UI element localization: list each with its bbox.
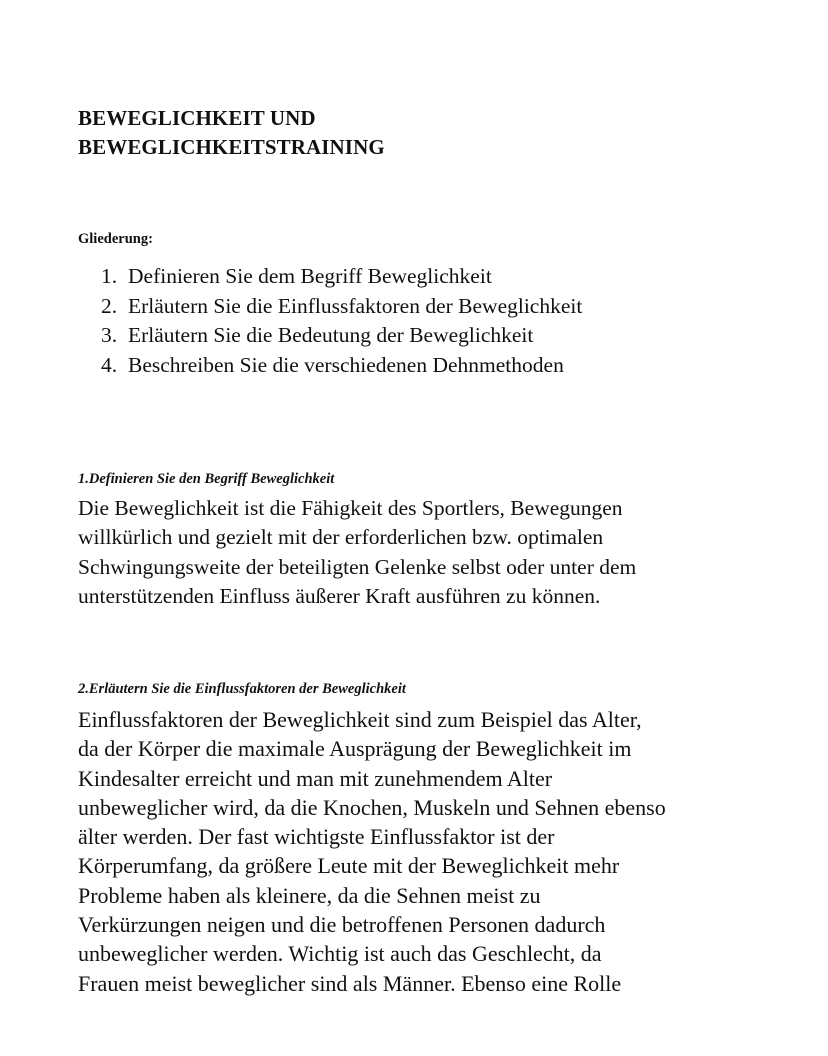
outline-item-number: 4. bbox=[101, 352, 118, 377]
outline-label: Gliederung: bbox=[78, 231, 153, 247]
paragraph-line: unterstützenden Einfluss äußerer Kraft ausführen zu können. bbox=[78, 583, 601, 608]
outline-item bbox=[101, 351, 582, 381]
outline-item-text: Erläutern Sie die Einflussfaktoren der Beweglichkeit bbox=[128, 293, 583, 318]
paragraph-line: unbeweglicher werden. Wichtig ist auch das Geschlecht, da bbox=[78, 941, 602, 967]
outline-item-number: 1. bbox=[101, 264, 118, 288]
outline-item-number: 3. bbox=[101, 323, 118, 347]
document-title-line: BEWEGLICHKEITSTRAINING bbox=[78, 135, 385, 159]
paragraph-line: willkürlich und gezielt mit der erforderlichen bzw. optimalen bbox=[78, 525, 604, 550]
outline-item bbox=[101, 321, 582, 351]
paragraph-line: Einflussfaktoren der Beweglichkeit sind zum Beispiel das Alter, bbox=[78, 707, 642, 732]
paragraph-line: Kindesalter erreicht und man mit zunehmendem Alter bbox=[78, 765, 553, 791]
outline-item bbox=[101, 292, 583, 322]
section-1-heading: 1.Definieren Sie den Begriff Beweglichkeit bbox=[78, 471, 335, 487]
outline-list bbox=[101, 262, 583, 380]
paragraph-line: Verkürzungen neigen und die betroffenen Personen dadurch bbox=[78, 912, 606, 938]
document-title-line: BEWEGLICHKEIT UND bbox=[78, 106, 316, 130]
outline-item-text: Definieren Sie dem Begriff Beweglichkeit bbox=[128, 264, 492, 288]
paragraph-line: Schwingungsweite der beteiligten Gelenke selbst oder unter dem bbox=[78, 554, 637, 579]
document-title bbox=[78, 104, 385, 162]
section-1-paragraph bbox=[78, 494, 636, 611]
paragraph-line: unbeweglicher wird, da die Knochen, Muskeln und Sehnen ebenso bbox=[78, 794, 666, 820]
outline-item bbox=[101, 262, 582, 292]
paragraph-line: Die Beweglichkeit ist die Fähigkeit des Sportlers, Bewegungen bbox=[78, 496, 623, 520]
paragraph-line: da der Körper die maximale Ausprägung der Beweglichkeit im bbox=[78, 736, 632, 762]
paragraph-line: Körperumfang, da größere Leute mit der Beweglichkeit mehr bbox=[78, 853, 620, 879]
outline-item-text: Erläutern Sie die Bedeutung der Beweglichkeit bbox=[128, 323, 534, 347]
section-2-heading: 2.Erläutern Sie die Einflussfaktoren der Beweglichkeit bbox=[78, 681, 406, 697]
paragraph-line: Probleme haben als kleinere, da die Sehnen meist zu bbox=[78, 882, 541, 908]
outline-item-number: 2. bbox=[101, 293, 118, 318]
paragraph-line: Frauen meist beweglicher sind als Männer. Ebenso eine Rolle bbox=[78, 970, 622, 996]
section-2-paragraph bbox=[78, 705, 666, 998]
outline-item-text: Beschreiben Sie die verschiedenen Dehnmethoden bbox=[128, 352, 564, 377]
paragraph-line: älter werden. Der fast wichtigste Einflussfaktor ist der bbox=[78, 824, 555, 850]
